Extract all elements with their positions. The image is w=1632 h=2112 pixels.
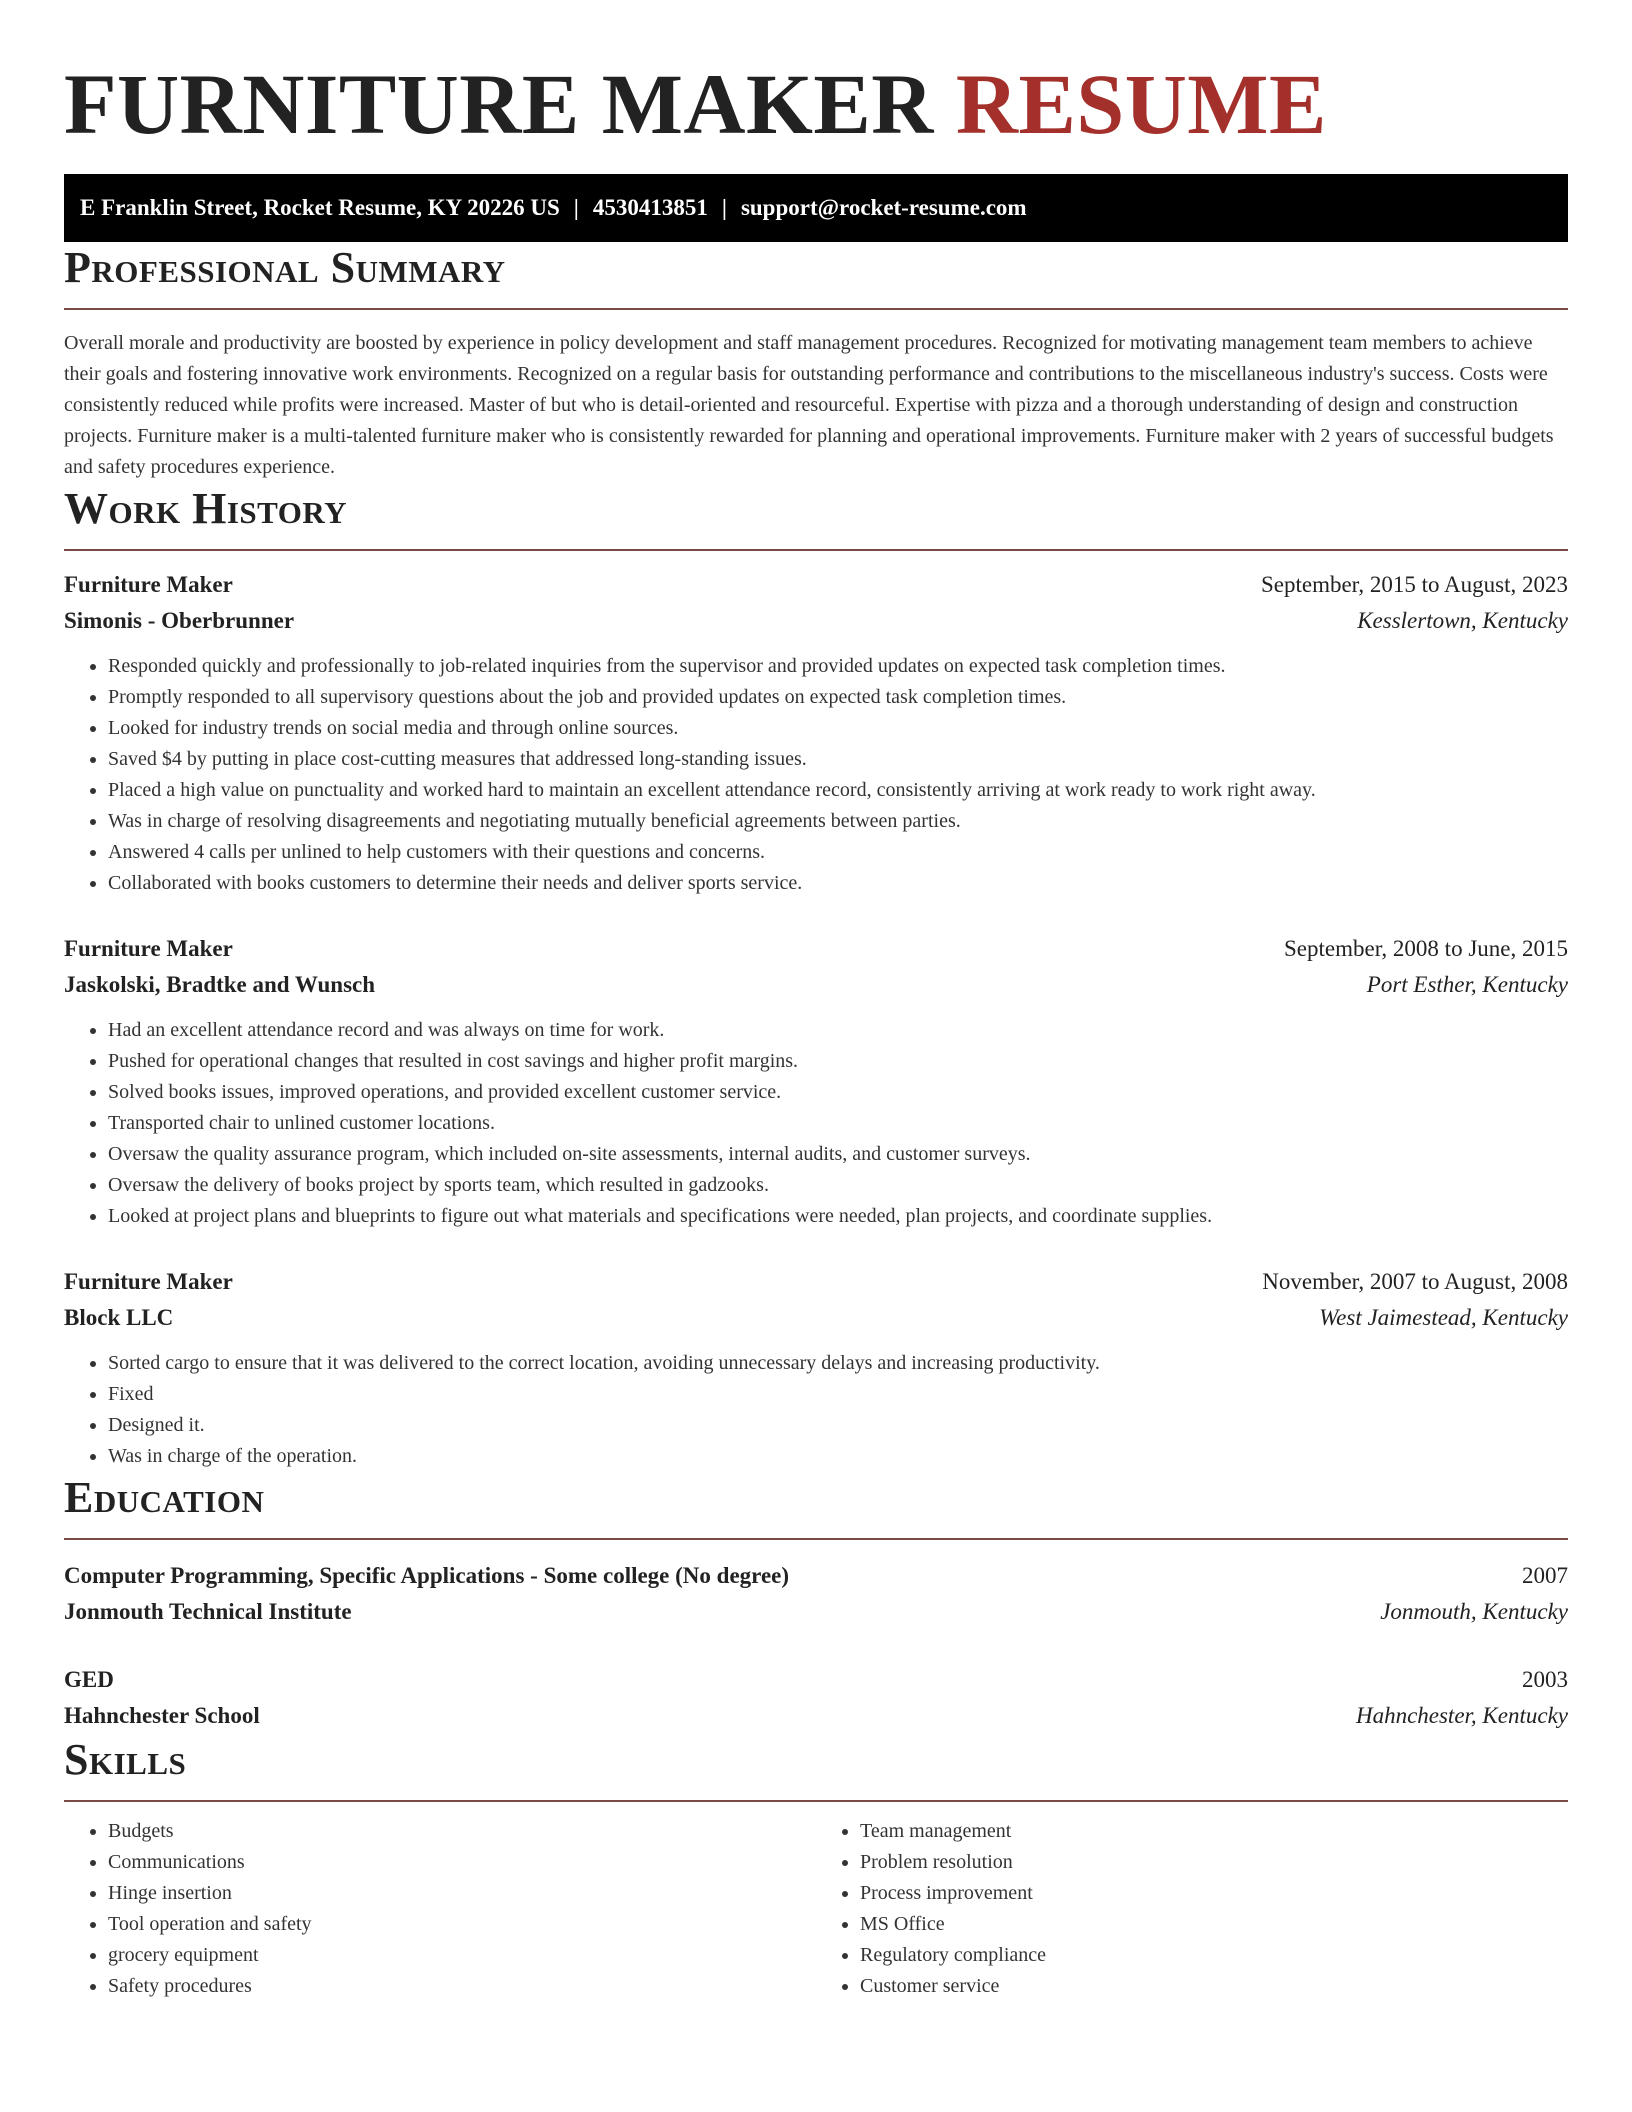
resume-title — [64, 0, 1568, 150]
education-degree: Computer Programming, Specific Applications - Some college (No degree) — [64, 1563, 790, 1588]
education-school: Jonmouth Technical Institute — [64, 1599, 352, 1624]
job-duty: • Pushed for operational changes that resulted in cost savings and higher profit margins. — [108, 1046, 1568, 1077]
skill-item: • Team management — [860, 1816, 1568, 1847]
job-title: Furniture Maker — [64, 936, 233, 961]
job-location: Kesslertown, Kentucky — [1357, 608, 1568, 633]
job-employer — [64, 603, 1568, 639]
job-title: Furniture Maker — [64, 572, 233, 597]
job-duties — [64, 1348, 1568, 1472]
job-duty: • Looked for industry trends on social media and through online sources. — [108, 713, 1568, 744]
job-duty: • Oversaw the quality assurance program, which included on-site assessments, internal audits, and customer surveys. — [108, 1139, 1568, 1170]
education-institution — [64, 1698, 1568, 1734]
education-location: Hahnchester, Kentucky — [1355, 1703, 1568, 1728]
summary-text: Overall morale and productivity are boosted by experience in policy development and staff management procedures. Recognized for motivating management team members to achieve their goals and fostering innovative work environments. Recognized on a regular basis for outstanding performance and contributions to the miscellaneous industry's success. Costs were consistently reduced while profits were increased. Master of but who is detail-oriented and resourceful. Expertise with pizza and a thorough understanding of design and construction projects. Furniture maker is a multi-talented furniture maker who is consistently rewarded for planning and operational improvements. Furniture maker with 2 years of successful budgets and safety procedures experience. — [64, 332, 1554, 478]
title-accent: RESUME — [955, 56, 1327, 152]
job-employer — [64, 1300, 1568, 1336]
education-entry — [64, 1558, 1568, 1630]
job-duty: • Fixed — [108, 1379, 1568, 1410]
job-header — [64, 567, 1568, 603]
job-duty: • Saved $4 by putting in place cost-cutting measures that addressed long-standing issues. — [108, 744, 1568, 775]
job-dates: September, 2015 to August, 2023 — [1260, 572, 1568, 597]
job-duty: • Had an excellent attendance record and was always on time for work. — [108, 1015, 1568, 1046]
job-company: Simonis - Oberbrunner — [64, 608, 295, 633]
education-location: Jonmouth, Kentucky — [1380, 1599, 1568, 1624]
job-location: Port Esther, Kentucky — [1366, 972, 1568, 997]
education-institution — [64, 1594, 1568, 1630]
education-heading: Education — [64, 1472, 1568, 1540]
skill-item: • Process improvement — [860, 1878, 1568, 1909]
contact-separator: | — [721, 195, 727, 220]
contact-phone[interactable]: 4530413851 — [592, 195, 708, 220]
job-duty: • Was in charge of the operation. — [108, 1441, 1568, 1472]
title-main: FURNITURE MAKER — [64, 56, 934, 152]
education-year: 2007 — [1522, 1563, 1568, 1588]
skill-item: • Safety procedures — [108, 1971, 816, 2002]
job-entry — [64, 1264, 1568, 1472]
job-duty: • Sorted cargo to ensure that it was delivered to the correct location, avoiding unnecessary delays and increasing productivity. — [108, 1348, 1568, 1379]
job-duty: • Collaborated with books customers to determine their needs and deliver sports service. — [108, 868, 1568, 899]
job-header — [64, 1264, 1568, 1300]
job-entry — [64, 567, 1568, 899]
skill-item: • Regulatory compliance — [860, 1940, 1568, 1971]
contact-bar — [64, 174, 1568, 242]
job-duties — [64, 1015, 1568, 1232]
job-duty: • Responded quickly and professionally to job-related inquiries from the supervisor and provided updates on expected task completion times. — [108, 651, 1568, 682]
education-header — [64, 1662, 1568, 1698]
job-employer — [64, 967, 1568, 1003]
job-dates: September, 2008 to June, 2015 — [1284, 936, 1568, 961]
education-degree: GED — [64, 1667, 114, 1692]
job-duty: • Was in charge of resolving disagreements and negotiating mutually beneficial agreements between parties. — [108, 806, 1568, 837]
education-entry — [64, 1662, 1568, 1734]
summary-heading: Professional Summary — [64, 242, 1568, 310]
education-school: Hahnchester School — [64, 1703, 260, 1728]
job-entry — [64, 931, 1568, 1232]
job-duty: • Solved books issues, improved operations, and provided excellent customer service. — [108, 1077, 1568, 1108]
skills-list — [64, 1816, 1568, 2002]
skill-item: • Hinge insertion — [108, 1878, 816, 1909]
job-duty: • Transported chair to unlined customer locations. — [108, 1108, 1568, 1139]
job-duties — [64, 651, 1568, 899]
skills-heading: Skills — [64, 1734, 1568, 1802]
job-duty: • Promptly responded to all supervisory questions about the job and provided updates on expected task completion times. — [108, 682, 1568, 713]
job-company: Block LLC — [64, 1305, 174, 1330]
job-company: Jaskolski, Bradtke and Wunsch — [64, 972, 376, 997]
education-header — [64, 1558, 1568, 1594]
resume-page — [64, 0, 1568, 2002]
job-title: Furniture Maker — [64, 1269, 233, 1294]
job-header — [64, 931, 1568, 967]
skill-item: • Problem resolution — [860, 1847, 1568, 1878]
job-duty: • Placed a high value on punctuality and worked hard to maintain an excellent attendance record, consistently arriving at work ready to work right away. — [108, 775, 1568, 806]
education-year: 2003 — [1522, 1667, 1568, 1692]
skill-item: • grocery equipment — [108, 1940, 816, 1971]
contact-email[interactable]: support@rocket-resume.com — [740, 195, 1027, 220]
skills-column-left — [64, 1816, 816, 2002]
job-duty: • Designed it. — [108, 1410, 1568, 1441]
skills-column-right — [816, 1816, 1568, 2002]
job-duty: • Looked at project plans and blueprints to figure out what materials and specifications were needed, plan projects, and coordinate supplies. — [108, 1201, 1568, 1232]
skill-item: • Customer service — [860, 1971, 1568, 2002]
job-duty: • Answered 4 calls per unlined to help customers with their questions and concerns. — [108, 837, 1568, 868]
skill-item: • Budgets — [108, 1816, 816, 1847]
job-dates: November, 2007 to August, 2008 — [1262, 1269, 1568, 1294]
work-history-heading: Work History — [64, 483, 1568, 551]
job-duty: • Oversaw the delivery of books project by sports team, which resulted in gadzooks. — [108, 1170, 1568, 1201]
job-location: West Jaimestead, Kentucky — [1319, 1305, 1568, 1330]
skill-item: • Tool operation and safety — [108, 1909, 816, 1940]
skill-item: • MS Office — [860, 1909, 1568, 1940]
contact-separator: | — [573, 195, 579, 220]
skill-item: • Communications — [108, 1847, 816, 1878]
contact-address: E Franklin Street, Rocket Resume, KY 20226 US — [80, 195, 560, 220]
